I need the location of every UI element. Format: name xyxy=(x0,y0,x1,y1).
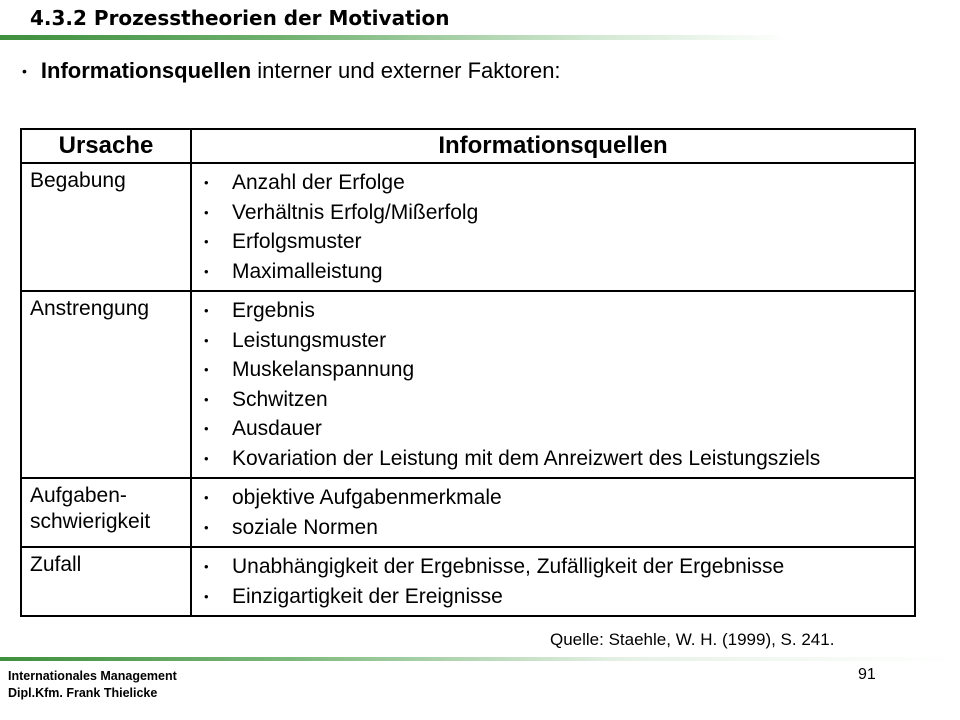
table-body xyxy=(21,163,915,616)
list-item xyxy=(204,513,914,543)
source-text: Schwitzen xyxy=(232,387,328,411)
source-text: Ausdauer xyxy=(232,417,322,440)
cause-cell: Aufgaben- schwierigkeit xyxy=(21,478,191,547)
header-informationsquellen: Informationsquellen xyxy=(191,129,915,163)
sources-cell xyxy=(191,291,915,478)
source-text: Maximalleistung xyxy=(232,259,383,283)
sources-list xyxy=(204,483,914,542)
list-item xyxy=(204,168,914,198)
bullet-icon: • xyxy=(204,175,209,190)
table-row xyxy=(21,163,915,291)
table-row xyxy=(21,291,915,478)
slide-title: 4.3.2 Prozesstheorien der Motivation xyxy=(30,6,450,30)
information-sources-table xyxy=(20,128,916,617)
list-item xyxy=(204,227,914,257)
bullet-icon: • xyxy=(204,234,209,249)
source-text: soziale Normen xyxy=(232,515,378,539)
table-row xyxy=(21,547,915,616)
bullet-icon: • xyxy=(204,490,209,505)
sources-list xyxy=(204,168,914,286)
list-item xyxy=(204,385,914,415)
sources-cell xyxy=(191,163,915,291)
source-text: Unabhängigkeit der Ergebnisse, Zufälligkeit der Ergebnisse xyxy=(232,555,785,578)
bullet-icon: • xyxy=(204,362,209,377)
bullet-icon: • xyxy=(204,588,209,604)
cause-cell: Anstrengung xyxy=(21,291,191,478)
source-text: Muskelanspannung xyxy=(232,358,415,381)
sources-cell xyxy=(191,547,915,616)
sources-cell xyxy=(191,478,915,547)
sources-list xyxy=(204,296,914,473)
intro-line xyxy=(22,58,561,84)
source-citation: Quelle: Staehle, W. H. (1999), S. 241. xyxy=(550,630,835,649)
list-item xyxy=(204,552,914,582)
table-header-row xyxy=(21,129,915,163)
source-text: Einzigartigkeit der Ereignisse xyxy=(232,584,503,608)
source-text: Leistungsmuster xyxy=(232,328,387,352)
footer-name: Dipl.Kfm. Frank Thielicke xyxy=(8,686,158,700)
source-text: Kovariation der Leistung mit dem Anreizwert des Leistungsziels xyxy=(232,446,821,470)
list-item xyxy=(204,198,914,228)
list-item xyxy=(204,326,914,356)
bullet-icon: • xyxy=(204,421,209,436)
cause-cell: Begabung xyxy=(21,163,191,291)
bullet-icon: • xyxy=(204,450,209,466)
list-item xyxy=(204,582,914,612)
list-item xyxy=(204,257,914,287)
header-ursache: Ursache xyxy=(21,129,191,163)
title-divider xyxy=(0,35,790,40)
list-item xyxy=(204,414,914,444)
source-text: Ergebnis xyxy=(232,299,315,322)
bullet-icon: • xyxy=(204,391,209,407)
bullet-icon: • xyxy=(204,303,209,318)
footer-course: Internationales Management xyxy=(8,669,177,683)
list-item xyxy=(204,483,914,513)
list-item xyxy=(204,296,914,326)
bullet-icon: • xyxy=(204,519,209,535)
bullet-icon: • xyxy=(204,559,209,574)
source-text: Verhältnis Erfolg/Mißerfolg xyxy=(232,200,479,224)
page-number: 91 xyxy=(858,666,876,683)
footer-author xyxy=(8,668,177,702)
bullet-icon: • xyxy=(204,204,209,220)
intro-text: interner und externer Faktoren: xyxy=(251,58,561,83)
list-item xyxy=(204,355,914,385)
source-text: objektive Aufgabenmerkmale xyxy=(232,486,502,509)
bullet-icon: • xyxy=(22,63,27,79)
list-item xyxy=(204,444,914,474)
intro-bold-text: Informationsquellen xyxy=(40,58,252,83)
bullet-icon: • xyxy=(204,332,209,348)
source-text: Anzahl der Erfolge xyxy=(232,171,405,194)
cause-cell: Zufall xyxy=(21,547,191,616)
sources-list xyxy=(204,552,914,611)
bullet-icon: • xyxy=(204,263,209,279)
table-row xyxy=(21,478,915,547)
source-text: Erfolgsmuster xyxy=(232,230,362,253)
footer-divider xyxy=(0,657,960,661)
